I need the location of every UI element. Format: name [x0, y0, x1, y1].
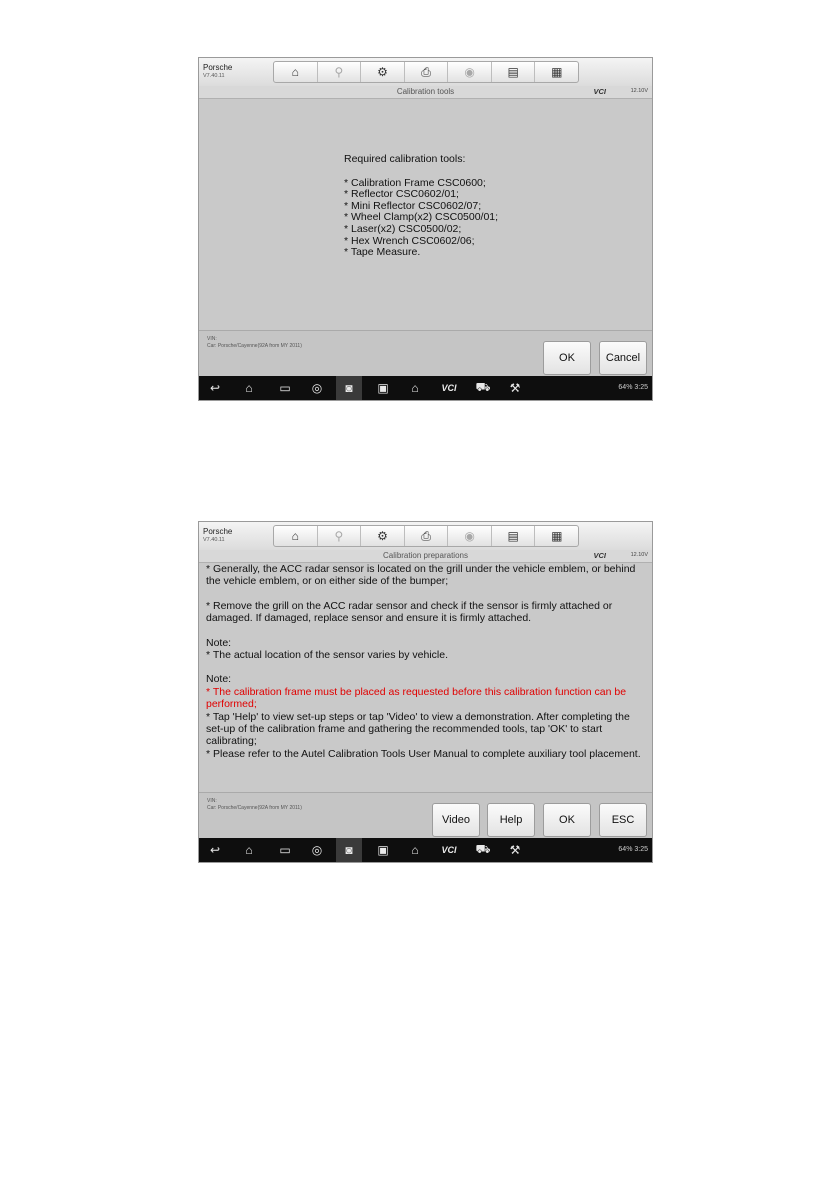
vehicle-icon[interactable]: ⚲ — [318, 526, 362, 546]
help-icon[interactable]: ◉ — [448, 62, 492, 82]
car-label: Car: Porsche/Cayenne(92A from MY 2011) — [207, 805, 302, 811]
message-content — [206, 563, 646, 760]
title-bar — [199, 86, 652, 99]
top-bar — [199, 522, 652, 551]
calibration-tools-screen — [198, 57, 653, 401]
car-label: Car: Porsche/Cayenne(92A from MY 2011) — [207, 343, 302, 349]
android-nav-bar — [199, 376, 652, 400]
calibration-preparations-screen — [198, 521, 653, 863]
footer-bar — [199, 330, 652, 376]
service-icon[interactable]: ⚒ — [509, 843, 521, 857]
title-bar — [199, 550, 652, 563]
spacer — [206, 588, 646, 600]
recent-apps-icon[interactable]: ▭ — [279, 843, 291, 857]
text-line: * Tape Measure. — [344, 246, 421, 259]
screenshot-icon[interactable]: ▣ — [377, 381, 389, 395]
text-line: * Remove the grill on the ACC radar sensor and check if the sensor is firmly attached or damaged. If damaged, replace sensor and ensure it is firmly attached. — [206, 599, 613, 625]
video-button[interactable]: Video — [432, 803, 480, 837]
vehicle-info — [207, 336, 302, 350]
text-line: * Please refer to the Autel Calibration Tools User Manual to complete auxiliary tool placement. — [206, 747, 641, 760]
help-icon[interactable]: ◉ — [448, 526, 492, 546]
battery-voltage: 12.10V — [630, 552, 648, 558]
save-icon[interactable]: ▤ — [492, 62, 536, 82]
vin-label: VIN: — [207, 798, 217, 804]
vci-indicator: VCI — [593, 87, 606, 96]
browser-icon[interactable]: ◎ — [311, 843, 323, 857]
text-line: * The actual location of the sensor varies by vehicle. — [206, 649, 449, 662]
spacer — [206, 661, 646, 673]
text-line: * Generally, the ACC radar sensor is located on the grill under the vehicle emblem, or behind the vehicle emblem, or on either side of the bumper; — [206, 563, 636, 588]
ok-button[interactable]: OK — [543, 341, 591, 375]
page-title: Calibration preparations — [383, 551, 468, 560]
text-line: * Tap 'Help' to view set-up steps or tap 'Video' to view a demonstration. After completing the set-up of the calibration frame and gathering the recommended tools, tap 'OK' to start calibrating; — [206, 710, 630, 748]
message-content — [344, 154, 498, 259]
spacer — [344, 166, 498, 178]
brand-label: Porsche — [203, 63, 233, 72]
vehicle-nav-icon[interactable]: ⛟ — [475, 842, 491, 856]
home-nav-icon[interactable]: ⌂ — [245, 843, 253, 857]
status-indicator: 64% 3:25 — [618, 846, 648, 853]
gear-icon[interactable]: ⚙ — [361, 526, 405, 546]
maxisys-icon[interactable]: ⌂ — [411, 843, 419, 857]
vci-nav-icon[interactable]: VCI — [441, 845, 457, 855]
text-line: Required calibration tools: — [344, 153, 466, 165]
text-line: * Hex Wrench CSC0602/06; — [344, 234, 475, 247]
service-icon[interactable]: ⚒ — [509, 381, 521, 395]
text-line: * Mini Reflector CSC0602/07; — [344, 199, 482, 212]
text-line: * Reflector CSC0602/01; — [344, 188, 459, 201]
vehicle-icon[interactable]: ⚲ — [318, 62, 362, 82]
text-line: Note: — [206, 636, 232, 649]
text-line: * Wheel Clamp(x2) CSC0500/01; — [344, 211, 499, 224]
spacer — [206, 625, 646, 637]
maxisys-icon[interactable]: ⌂ — [411, 381, 419, 395]
version-label: V7.40.11 — [203, 73, 225, 79]
vehicle-brand — [203, 527, 232, 545]
vin-label: VIN: — [207, 336, 217, 342]
printer-icon[interactable]: ⎙ — [405, 62, 449, 82]
vehicle-brand — [203, 63, 232, 81]
top-bar — [199, 58, 652, 87]
toolbar — [273, 61, 579, 83]
warning-text: * The calibration frame must be placed as requested before this calibration function can be performed; — [206, 685, 627, 711]
chat-icon[interactable]: ▦ — [551, 65, 563, 79]
camera-icon[interactable]: ◙ — [336, 376, 362, 400]
vci-indicator: VCI — [593, 551, 606, 560]
screenshot-icon[interactable]: ▣ — [377, 843, 389, 857]
text-line: Note: — [206, 673, 232, 686]
toolbar — [273, 525, 579, 547]
android-nav-bar — [199, 838, 652, 862]
status-indicator: 64% 3:25 — [618, 384, 648, 391]
ok-button[interactable]: OK — [543, 803, 591, 837]
version-label: V7.40.11 — [203, 537, 225, 543]
home-icon[interactable]: ⌂ — [274, 526, 318, 546]
chat-icon[interactable]: ▦ — [551, 529, 563, 543]
esc-button[interactable]: ESC — [599, 803, 647, 837]
text-line: * Calibration Frame CSC0600; — [344, 176, 486, 189]
vci-nav-icon[interactable]: VCI — [441, 383, 457, 393]
back-icon[interactable]: ↩ — [209, 843, 221, 857]
help-button[interactable]: Help — [487, 803, 535, 837]
gear-icon[interactable]: ⚙ — [361, 62, 405, 82]
home-icon[interactable]: ⌂ — [274, 62, 318, 82]
home-nav-icon[interactable]: ⌂ — [245, 381, 253, 395]
browser-icon[interactable]: ◎ — [311, 381, 323, 395]
back-icon[interactable]: ↩ — [209, 381, 221, 395]
footer-bar — [199, 792, 652, 838]
printer-icon[interactable]: ⎙ — [405, 526, 449, 546]
cancel-button[interactable]: Cancel — [599, 341, 647, 375]
page-title: Calibration tools — [396, 87, 455, 96]
brand-label: Porsche — [203, 527, 233, 536]
camera-icon[interactable]: ◙ — [336, 838, 362, 862]
text-line: * Laser(x2) CSC0500/02; — [344, 222, 462, 235]
vehicle-info — [207, 798, 302, 812]
battery-voltage: 12.10V — [630, 88, 648, 94]
recent-apps-icon[interactable]: ▭ — [279, 381, 291, 395]
save-icon[interactable]: ▤ — [492, 526, 536, 546]
vehicle-nav-icon[interactable]: ⛟ — [475, 380, 491, 394]
